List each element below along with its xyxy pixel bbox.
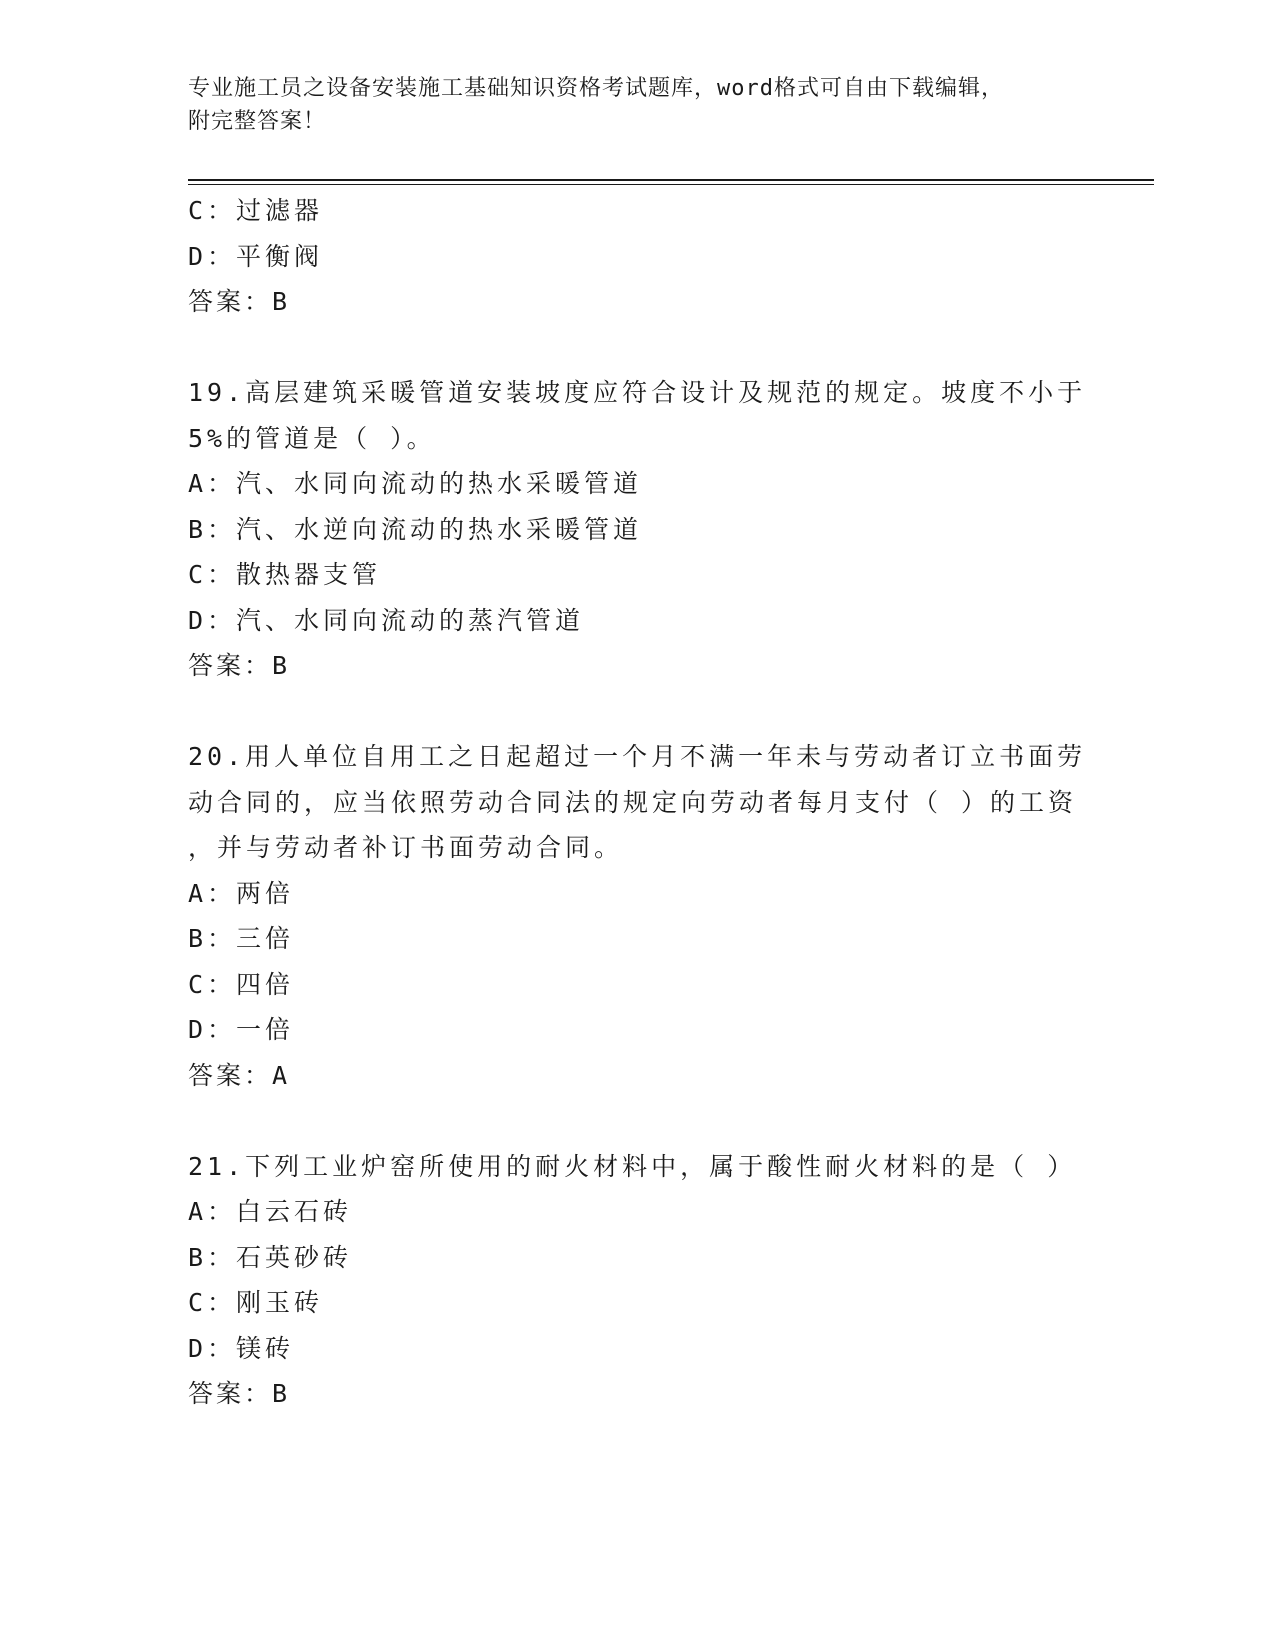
option-c: C：散热器支管: [188, 560, 382, 589]
option-d: D：汽、水同向流动的蒸汽管道: [188, 605, 585, 635]
header-divider-thick: [188, 179, 1154, 181]
option-b: B：汽、水逆向流动的热水采暖管道: [188, 514, 643, 544]
document-header: [188, 72, 1088, 138]
header-divider-thin: [188, 184, 1154, 185]
answer: 答案：B: [188, 651, 291, 680]
question-stem-line: 5%的管道是（ ）。: [188, 423, 436, 453]
option-d: D：平衡阀: [188, 241, 324, 271]
question-stem-line: 动合同的，应当依照劳动合同法的规定向劳动者每月支付（ ）的工资: [188, 787, 1078, 817]
question-stem-line: 20.用人单位自用工之日起超过一个月不满一年未与劳动者订立书面劳: [188, 742, 1087, 771]
header-line-2: 附完整答案！: [188, 109, 327, 134]
option-d: D：一倍: [188, 1015, 295, 1044]
option-c: C：过滤器: [188, 196, 324, 225]
answer: 答案：B: [188, 1379, 291, 1408]
option-c: C：刚玉砖: [188, 1288, 324, 1317]
question-21: [188, 1144, 1088, 1417]
question-stem-line: 21.下列工业炉窑所使用的耐火材料中，属于酸性耐火材料的是（ ）: [188, 1151, 1077, 1181]
option-c: C：四倍: [188, 969, 295, 999]
answer: 答案：A: [188, 1060, 291, 1090]
question-list: [188, 188, 1088, 1417]
question-stem-line: 19.高层建筑采暖管道安装坡度应符合设计及规范的规定。坡度不小于: [188, 378, 1087, 407]
header-line-1: 专业施工员之设备安装施工基础知识资格考试题库，word格式可自由下载编辑，: [188, 76, 1004, 101]
question-stem-line: ，并与劳动者补订书面劳动合同。: [188, 833, 624, 862]
answer: 答案：B: [188, 287, 291, 316]
question-19: [188, 370, 1088, 689]
prev-question: [188, 188, 1088, 325]
option-a: A：白云石砖: [188, 1197, 353, 1226]
option-a: A：两倍: [188, 878, 295, 908]
option-b: B：三倍: [188, 924, 295, 953]
option-b: B：石英砂砖: [188, 1242, 353, 1272]
option-a: A：汽、水同向流动的热水采暖管道: [188, 469, 643, 498]
option-d: D：镁砖: [188, 1333, 295, 1363]
question-20: [188, 734, 1088, 1098]
